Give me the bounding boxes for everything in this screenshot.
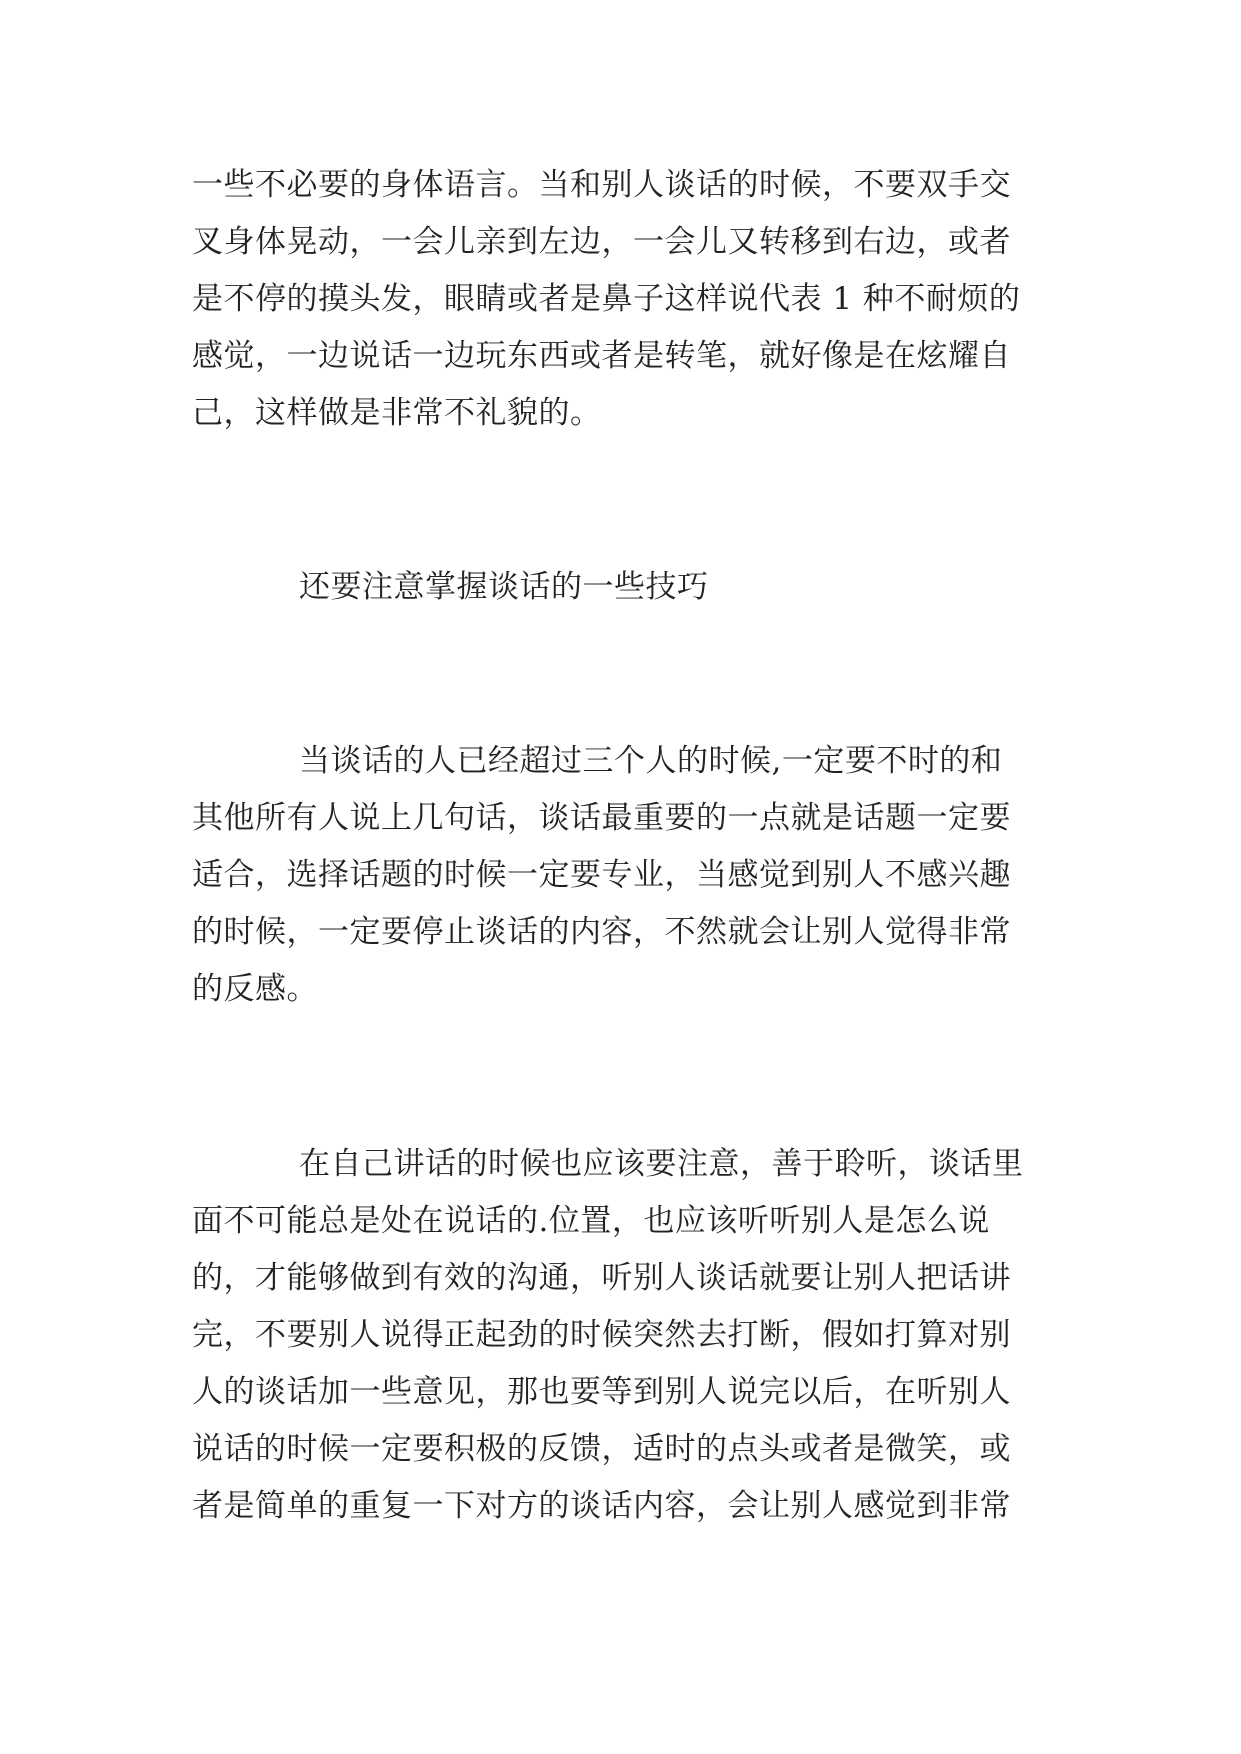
paragraph-3-line-6: 说话的时候一定要积极的反馈，适时的点头或者是微笑，或 bbox=[192, 1431, 1011, 1467]
paragraph-2-line-3: 适合，选择话题的时候一定要专业，当感觉到别人不感兴趣 bbox=[192, 857, 1011, 893]
paragraph-3-line-4: 完，不要别人说得正起劲的时候突然去打断，假如打算对别 bbox=[192, 1317, 1011, 1353]
paragraph-1-line-2: 叉身体晃动，一会儿亲到左边，一会儿又转移到右边，或者 bbox=[192, 224, 1011, 260]
paragraph-1-line-3: 是不停的摸头发，眼睛或者是鼻子这样说代表 1 种不耐烦的 bbox=[192, 281, 1021, 317]
paragraph-1-line-5: 己，这样做是非常不礼貌的。 bbox=[192, 395, 602, 431]
paragraph-2-line-5: 的反感。 bbox=[192, 971, 318, 1007]
paragraph-3-line-2: 面不可能总是处在说话的.位置，也应该听听别人是怎么说 bbox=[192, 1203, 990, 1239]
paragraph-3-line-7: 者是简单的重复一下对方的谈话内容，会让别人感觉到非常 bbox=[192, 1488, 1011, 1524]
paragraph-1-line-4: 感觉，一边说话一边玩东西或者是转笔，就好像是在炫耀自 bbox=[192, 338, 1011, 374]
paragraph-2-line-4: 的时候，一定要停止谈话的内容，不然就会让别人觉得非常 bbox=[192, 914, 1011, 950]
paragraph-3-line-1: 在自己讲话的时候也应该要注意，善于聆听，谈话里 bbox=[299, 1146, 1024, 1182]
section-heading: 还要注意掌握谈话的一些技巧 bbox=[299, 569, 709, 605]
paragraph-2-line-2: 其他所有人说上几句话，谈话最重要的一点就是话题一定要 bbox=[192, 800, 1011, 836]
paragraph-2-line-1: 当谈话的人已经超过三个人的时候,一定要不时的和 bbox=[299, 743, 1003, 779]
paragraph-3-line-3: 的，才能够做到有效的沟通，听别人谈话就要让别人把话讲 bbox=[192, 1260, 1011, 1296]
paragraph-1-line-1: 一些不必要的身体语言。当和别人谈话的时候，不要双手交 bbox=[192, 167, 1011, 203]
paragraph-3-line-5: 人的谈话加一些意见，那也要等到别人说完以后，在听别人 bbox=[192, 1374, 1011, 1410]
